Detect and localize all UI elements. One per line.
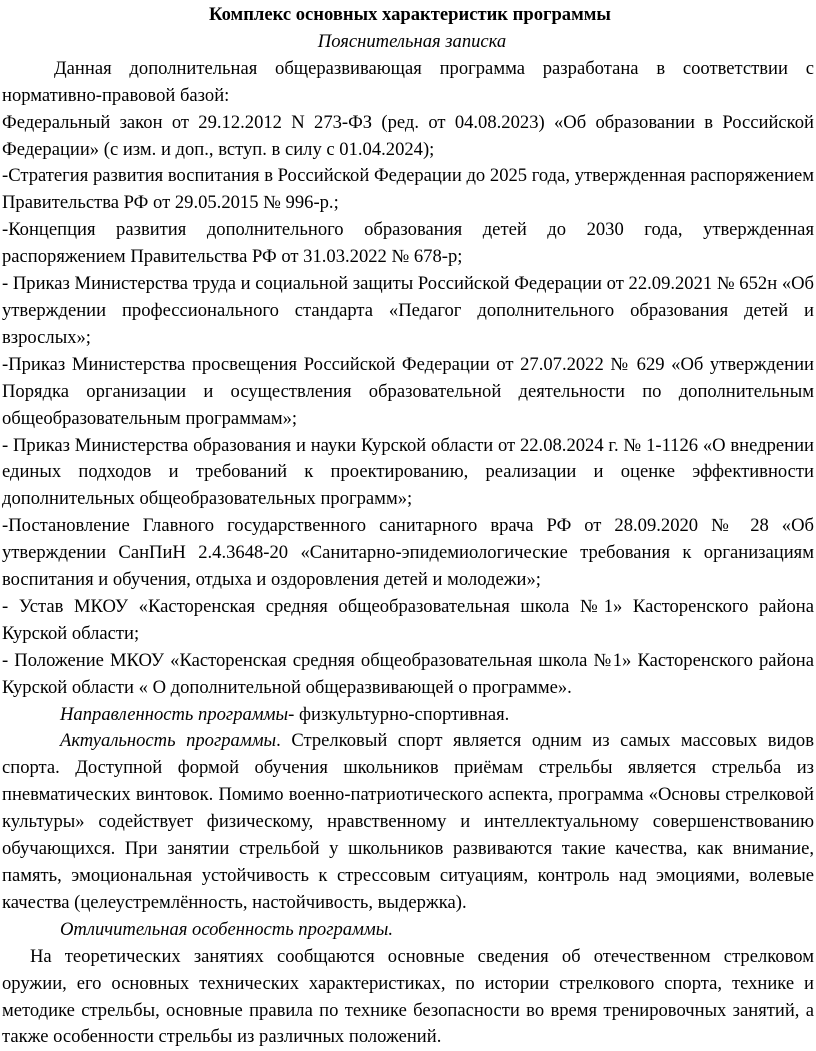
legal-item: - Положение МКОУ «Касторенская средняя общеобразовательная школа №1» Касторенского района Курской области « О дополнительной общеразвивающей о программе».: [2, 649, 814, 698]
feature-paragraph: На теоретических занятиях сообщаются основные сведения об отечественном стрелковом оружии, его основных технических характеристиках, по истории стрелкового спорта, технике и методике стрельбы, основные правила по технике безопасности во время тренировочных занятий, а также особенности стрельбы из различных положений.: [2, 945, 814, 1048]
legal-item: - Устав МКОУ «Касторенская средняя общеобразовательная школа №1» Касторенского района Курской области;: [2, 595, 814, 644]
legal-item: -Постановление Главного государственного санитарного врача РФ от 28.09.2020 № 28 «Об утверждении СанПиН 2.4.3648-20 «Санитарно-эпидемиологические требования к организациям воспитания и обучения, отдыха и оздоровления детей и молодежи»;: [2, 515, 814, 591]
legal-item: -Приказ Министерства просвещения Российской Федерации от 27.07.2022 № 629 «Об утверждении Порядка организации и осуществления образовательной деятельности по дополнительным общеобразовательным программам»;: [2, 353, 814, 429]
document-title: Комплекс основных характеристик программы: [209, 4, 611, 25]
feature-label: Отличительная особенность программы.: [60, 918, 394, 940]
legal-item: - Приказ Министерства образования и науки Курской области от 22.08.2024 г. № 1-1126 «О внедрении единых подходов и требований к проектированию, реализации и оценке эффективности дополнительных общеобразовательных программ»;: [2, 434, 814, 510]
direction-paragraph: [2, 702, 814, 729]
direction-label: Направленность программы: [60, 703, 289, 725]
legal-item: - Приказ Министерства труда и социальной защиты Российской Федерации от 22.09.2021 № 652н «Об утверждении профессионального стандарта «Педагог дополнительного образования детей и взрослых»;: [2, 273, 814, 348]
relevance-paragraph: [2, 728, 814, 916]
document-subtitle: Пояснительная записка: [317, 30, 507, 52]
direction-text: - физкультурно-спортивная.: [288, 703, 510, 725]
relevance-text: . Стрелковый спорт является одним из самых массовых видов спорта. Доступной формой обучения школьников приёмам стрельбы является стрельба из пневматических винтовок. Помимо военно-патриотического аспекта, программа «Основы стрелковой культуры» содействует физическому, нравственному и интеллектуальному совершенствованию обучающихся. При занятии стрельбой у школьников развиваются такие качества, как внимание, память, эмоциональная устойчивость к стрессовым ситуациям, контроль над эмоциями, волевые качества (целеустремлённость, настойчивость, выдержка).: [2, 730, 814, 913]
feature-heading: [2, 917, 814, 944]
legal-item: -Концепция развития дополнительного образования детей до 2030 года, утвержденная распоряжением Правительства РФ от 31.03.2022 № 678-р;: [2, 219, 814, 268]
legal-item: Федеральный закон от 29.12.2012 N 273-ФЗ (ред. от 04.08.2023) «Об образовании в Российской Федерации» (с изм. и доп., вступ. в силу с 01.04.2024);: [2, 111, 814, 160]
relevance-label: Актуальность программы: [60, 730, 277, 752]
legal-item: -Стратегия развития воспитания в Российской Федерации до 2025 года, утвержденная распоряжением Правительства РФ от 29.05.2015 № 996-р.;: [2, 165, 814, 214]
intro-paragraph: Данная дополнительная общеразвивающая программа разработана в соответствии с нормативно-правовой базой:: [2, 57, 814, 106]
